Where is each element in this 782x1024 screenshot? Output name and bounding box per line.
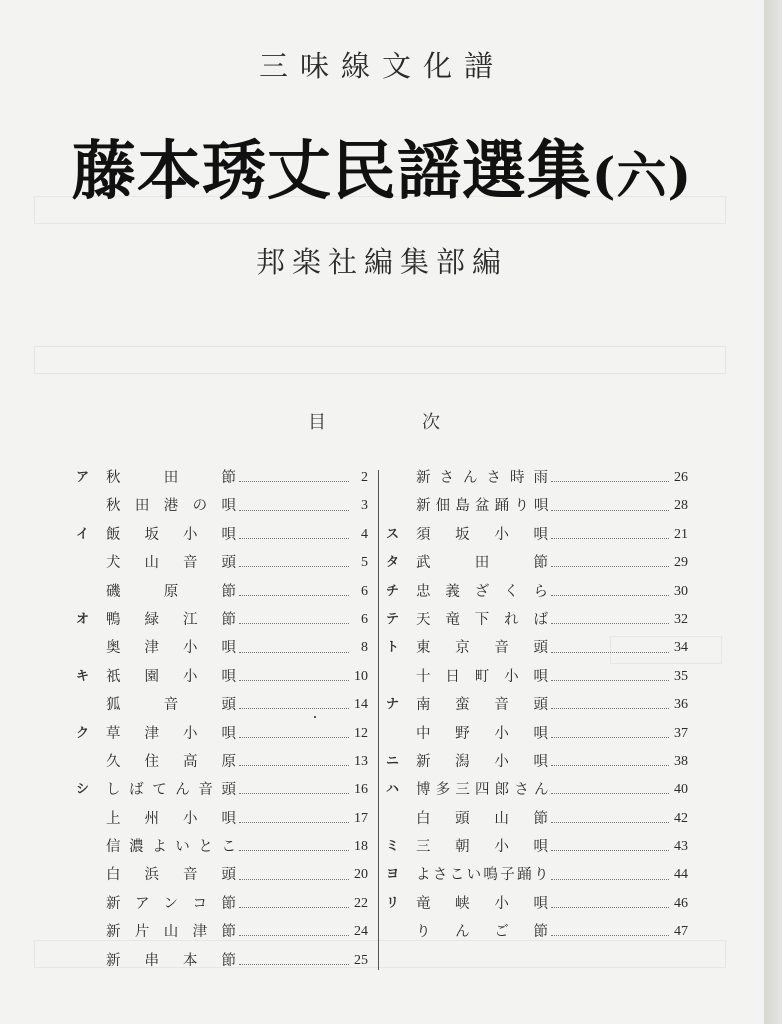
toc-index-kana: テ [386, 611, 400, 627]
toc-index-kana: タ [386, 555, 400, 571]
toc-entry [76, 691, 368, 719]
toc-entry [76, 947, 368, 975]
column-divider [378, 470, 379, 970]
toc-entry [76, 464, 368, 492]
toc-leader-dots [551, 565, 669, 567]
toc-page-number: 26 [674, 470, 688, 485]
toc-entry [76, 748, 368, 776]
toc-entry [386, 805, 688, 833]
toc-song-title: 鴨緑江節 [106, 611, 236, 628]
toc-leader-dots [239, 934, 349, 936]
toc-entry [76, 861, 368, 889]
toc-entry [76, 492, 368, 520]
toc-leader-dots [239, 963, 349, 965]
book-title [0, 120, 764, 212]
toc-page-number: 40 [674, 782, 688, 798]
toc-leader-dots [239, 651, 349, 653]
toc-page-number: 14 [354, 697, 368, 713]
toc-leader-dots [239, 594, 349, 596]
toc-song-title: 中野小唄 [416, 725, 548, 742]
toc-entry [386, 720, 688, 748]
toc-page-number: 28 [674, 498, 688, 514]
toc-index-kana: ヨ [386, 867, 400, 883]
toc-heading-right: 次 [422, 412, 440, 433]
toc-song-title: 新片山津節 [106, 924, 236, 941]
toc-leader-dots [239, 906, 349, 908]
toc-index-kana: キ [76, 668, 90, 684]
toc-entry [386, 521, 688, 549]
toc-page-number: 24 [354, 924, 368, 940]
toc-column-right [386, 464, 688, 947]
toc-column-left [76, 464, 368, 975]
toc-entry [386, 748, 688, 776]
toc-page-number: 17 [354, 810, 368, 826]
toc-entry [76, 720, 368, 748]
toc-leader-dots [551, 878, 669, 880]
toc-entry [76, 578, 368, 606]
toc-page-number: 21 [674, 526, 688, 542]
toc-page-number: 20 [354, 867, 368, 883]
toc-leader-dots [551, 509, 669, 511]
toc-song-title: 東京音頭 [416, 640, 548, 657]
toc-entry [386, 691, 688, 719]
toc-page-number: 29 [674, 555, 688, 571]
toc-index-kana: リ [386, 895, 400, 911]
toc-page-number: 8 [361, 640, 368, 656]
toc-leader-dots [239, 878, 349, 880]
series-title: 三味線文化譜 [258, 49, 505, 83]
toc-page-number: 18 [354, 839, 368, 855]
toc-entry [76, 663, 368, 691]
toc-page-number: 36 [674, 697, 688, 713]
toc-leader-dots [551, 906, 669, 908]
toc-leader-dots [551, 736, 669, 738]
toc-leader-dots [239, 764, 349, 766]
toc-index-kana: ミ [386, 839, 400, 855]
toc-entry [386, 890, 688, 918]
toc-entry [386, 663, 688, 691]
toc-entry [386, 492, 688, 520]
toc-song-title: 祇園小唄 [106, 668, 236, 685]
toc-leader-dots [239, 622, 349, 624]
toc-entry [386, 606, 688, 634]
toc-page-number: 2 [361, 470, 368, 485]
toc-song-title: 博多三四郎さん [416, 782, 548, 799]
toc-leader-dots [551, 480, 669, 482]
toc-page-number: 16 [354, 782, 368, 798]
toc-page-number: 22 [354, 895, 368, 911]
toc-page-number: 5 [361, 555, 368, 571]
toc-song-title: 信濃よいとこ [106, 839, 236, 856]
toc-song-title: 犬山音頭 [106, 555, 236, 572]
toc-entry [76, 918, 368, 946]
toc-entry [76, 634, 368, 662]
volume-number: (六) [591, 146, 693, 205]
toc-leader-dots [551, 764, 669, 766]
toc-song-title: 武 田 節 [416, 555, 548, 572]
toc-index-kana: ナ [386, 697, 400, 713]
toc-song-title: 草津小唄 [106, 725, 236, 742]
toc-song-title: 新佃島盆踊り唄 [416, 498, 548, 515]
toc-leader-dots [551, 651, 669, 653]
toc-song-title: 忠義ざくら [416, 583, 548, 600]
toc-index-kana: ク [76, 725, 90, 741]
toc-leader-dots [551, 622, 669, 624]
toc-page-number: 6 [361, 583, 368, 599]
toc-page-number: 43 [674, 839, 688, 855]
toc-index-kana: シ [76, 782, 90, 798]
toc-song-title: 新潟小唄 [416, 753, 548, 770]
toc-song-title: 飯坂小唄 [106, 526, 236, 543]
toc-page-number: 44 [674, 867, 688, 883]
toc-entry [76, 549, 368, 577]
toc-heading-left: 目 [308, 412, 326, 433]
toc-page-number: 32 [674, 611, 688, 627]
toc-page-number: 34 [674, 640, 688, 656]
toc-page-number: 42 [674, 810, 688, 826]
toc-index-kana: ト [386, 640, 400, 656]
toc-entry [386, 861, 688, 889]
toc-entry [386, 833, 688, 861]
toc-page-number: 30 [674, 583, 688, 599]
toc-leader-dots [239, 565, 349, 567]
toc-song-title: 新アンコ節 [106, 895, 236, 912]
toc-index-kana: ア [76, 470, 90, 485]
toc-page-number: 4 [361, 526, 368, 542]
toc-entry [386, 634, 688, 662]
publisher-line: 邦楽社編集部編 [255, 245, 508, 279]
toc-entry [386, 776, 688, 804]
toc-entry [76, 606, 368, 634]
toc-song-title: りんご節 [416, 924, 548, 941]
toc-entry [76, 776, 368, 804]
toc-song-title: よさこい鳴子踊り [416, 867, 548, 884]
toc-index-kana: オ [76, 611, 90, 627]
toc-entry [76, 805, 368, 833]
page-edge [764, 0, 782, 1024]
toc-page-number: 46 [674, 895, 688, 911]
toc-leader-dots [239, 480, 349, 482]
toc-song-title: 新串本節 [106, 952, 236, 969]
toc-song-title: 三朝小唄 [416, 839, 548, 856]
toc-index-kana: ス [386, 526, 400, 542]
toc-page-number: 37 [674, 725, 688, 741]
toc-entry [386, 549, 688, 577]
toc-index-kana: ニ [386, 753, 400, 769]
toc-song-title: 久住高原 [106, 753, 236, 770]
toc-song-title: 奥津小唄 [106, 640, 236, 657]
toc-song-title: 狐 音 頭 [106, 697, 236, 714]
toc-page-number: 10 [354, 668, 368, 684]
toc-page-number: 25 [354, 952, 368, 968]
toc-page-number: 13 [354, 753, 368, 769]
toc-leader-dots [239, 707, 349, 709]
toc-leader-dots [239, 509, 349, 511]
toc-page-number: 3 [361, 498, 368, 514]
toc-page-number: 38 [674, 753, 688, 769]
toc-leader-dots [551, 934, 669, 936]
toc-page-number: 35 [674, 668, 688, 684]
toc-entry [386, 578, 688, 606]
toc-leader-dots [239, 537, 349, 539]
toc-song-title: 十日町小唄 [416, 668, 548, 685]
toc-song-title: 南蛮音頭 [416, 697, 548, 714]
toc-leader-dots [239, 792, 349, 794]
toc-leader-dots [551, 821, 669, 823]
toc-song-title: 須坂小唄 [416, 526, 548, 543]
toc-leader-dots [239, 736, 349, 738]
toc-index-kana: チ [386, 583, 400, 599]
toc-song-title: 白頭山節 [416, 810, 548, 827]
toc-song-title: 磯 原 節 [106, 583, 236, 600]
toc-index-kana: ハ [386, 782, 400, 798]
toc-leader-dots [239, 679, 349, 681]
toc-leader-dots [551, 707, 669, 709]
toc-song-title: 竜峡小唄 [416, 895, 548, 912]
toc-song-title: 秋 田 節 [106, 470, 236, 486]
toc-entry [386, 918, 688, 946]
toc-index-kana: イ [76, 526, 90, 542]
toc-entry [386, 464, 688, 492]
toc-entry [76, 521, 368, 549]
toc-song-title: 天竜下れば [416, 611, 548, 628]
toc-leader-dots [551, 594, 669, 596]
toc-page-number: 47 [674, 924, 688, 940]
toc-leader-dots [551, 537, 669, 539]
toc-song-title: 上州小唄 [106, 810, 236, 827]
toc-entry [76, 890, 368, 918]
toc-leader-dots [551, 679, 669, 681]
toc-page-number: 6 [361, 611, 368, 627]
toc-page-number: 12 [354, 725, 368, 741]
toc-leader-dots [239, 849, 349, 851]
toc-song-title: 白浜音頭 [106, 867, 236, 884]
toc-song-title: 新さんさ時雨 [416, 470, 548, 486]
toc-song-title: 秋田港の唄 [106, 498, 236, 515]
book-title-main: 藤本琇丈民謡選集 [71, 134, 592, 209]
toc-leader-dots [551, 792, 669, 794]
toc-leader-dots [239, 821, 349, 823]
toc-leader-dots [551, 849, 669, 851]
toc-song-title: しばてん音頭 [106, 782, 236, 799]
toc-entry [76, 833, 368, 861]
bleed-through-staff [34, 346, 726, 374]
